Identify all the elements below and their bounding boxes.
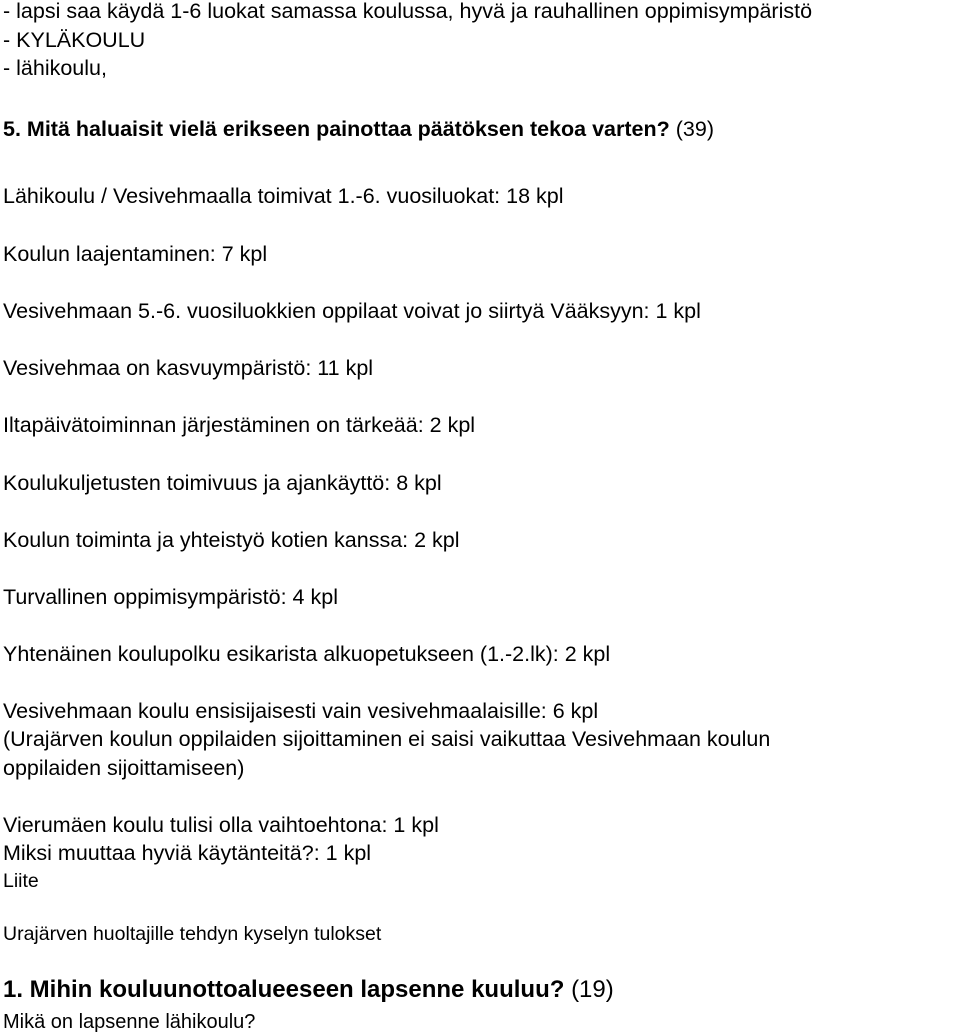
intro-line-2: - KYLÄKOULU	[3, 28, 146, 52]
question-1-title: 1. Mihin kouluunottoalueeseen lapsenne kuuluu?	[3, 976, 565, 1003]
answer-line: Koulukuljetusten toimivuus ja ajankäyttö: 8 kpl	[3, 471, 442, 495]
answer-line: Turvallinen oppimisympäristö: 4 kpl	[3, 585, 338, 609]
answer-line: (Urajärven koulun oppilaiden sijoittaminen ei saisi vaikuttaa Vesivehmaan koulun	[3, 727, 771, 751]
answer-line: oppilaiden sijoittamiseen)	[3, 756, 245, 780]
answer-line: Miksi muuttaa hyviä käytänteitä?: 1 kpl	[3, 841, 372, 865]
answer-line: Yhtenäinen koulupolku esikarista alkuopetukseen (1.-2.lk): 2 kpl	[3, 642, 611, 666]
survey-title: Urajärven huoltajille tehdyn kyselyn tulokset	[3, 923, 382, 945]
question-5-title: 5. Mitä haluaisit vielä erikseen painottaa päätöksen tekoa varten?	[3, 117, 670, 141]
question-1-heading	[3, 978, 614, 1002]
answer-line: Iltapäivätoiminnan järjestäminen on tärkeää: 2 kpl	[3, 413, 476, 437]
question-1-count: (19)	[571, 976, 614, 1003]
answer-line: Vierumäen koulu tulisi olla vaihtoehtona: 1 kpl	[3, 813, 439, 837]
answer-line: Koulun laajentaminen: 7 kpl	[3, 242, 268, 266]
answer-line: Vesivehmaan koulu ensisijaisesti vain vesivehmaalaisille: 6 kpl	[3, 699, 599, 723]
answer-line: Lähikoulu / Vesivehmaalla toimivat 1.-6. vuosiluokat: 18 kpl	[3, 184, 564, 208]
answer-line: Vesivehmaan 5.-6. vuosiluokkien oppilaat voivat jo siirtyä Vääksyyn: 1 kpl	[3, 299, 701, 323]
answer-line: Vesivehmaa on kasvuympäristö: 11 kpl	[3, 356, 374, 380]
subquestion: Mikä on lapsenne lähikoulu?	[3, 1011, 256, 1033]
question-5-heading	[3, 119, 714, 141]
question-5-count: (39)	[675, 117, 714, 141]
attachment-label: Liite	[3, 870, 39, 892]
intro-line-1: - lapsi saa käydä 1-6 luokat samassa koulussa, hyvä ja rauhallinen oppimisympäristö	[3, 0, 813, 23]
answer-line: Koulun toiminta ja yhteistyö kotien kanssa: 2 kpl	[3, 528, 460, 552]
intro-line-3: - lähikoulu,	[3, 56, 107, 80]
